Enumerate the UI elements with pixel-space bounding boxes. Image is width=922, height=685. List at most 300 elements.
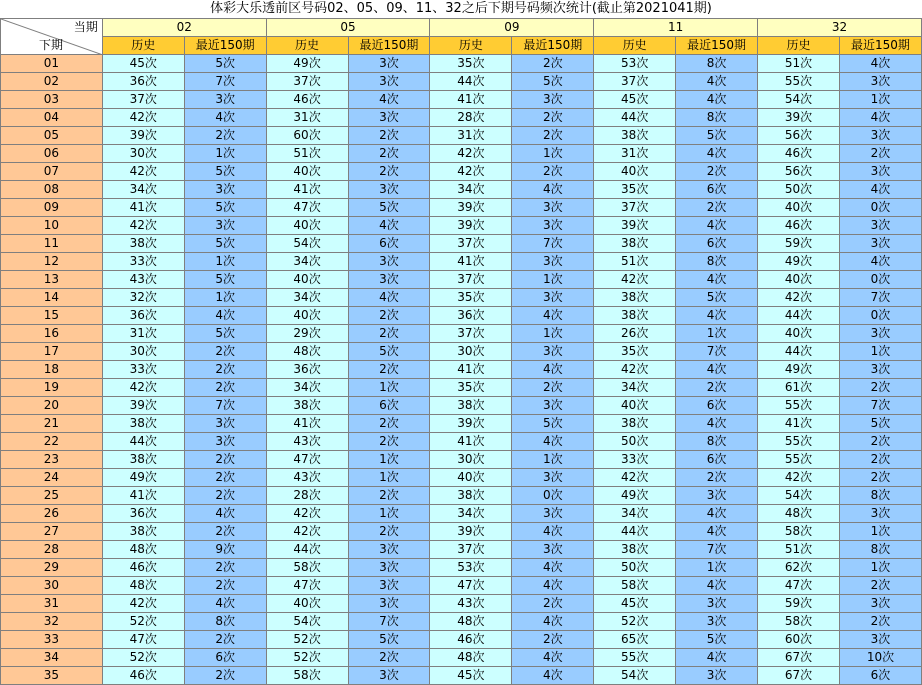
- corner-current-label: 当期: [73, 20, 98, 34]
- table-row: [1, 631, 922, 649]
- history-count-cell: 52次: [102, 649, 184, 667]
- history-count-cell: 51次: [758, 55, 840, 73]
- recent-count-cell: 3次: [512, 253, 594, 271]
- recent-count-cell: 2次: [512, 595, 594, 613]
- history-count-cell: 39次: [102, 127, 184, 145]
- row-label: 26: [1, 505, 103, 523]
- recent-count-cell: 3次: [184, 181, 266, 199]
- recent-count-cell: 5次: [676, 127, 758, 145]
- history-count-cell: 36次: [102, 307, 184, 325]
- table-row: [1, 487, 922, 505]
- history-count-cell: 46次: [102, 667, 184, 685]
- history-count-cell: 55次: [758, 397, 840, 415]
- history-count-cell: 48次: [266, 343, 348, 361]
- history-count-cell: 43次: [430, 595, 512, 613]
- subheader-row: [1, 37, 922, 55]
- recent-count-cell: 6次: [676, 397, 758, 415]
- table-row: [1, 613, 922, 631]
- table-row: [1, 577, 922, 595]
- recent-count-cell: 1次: [512, 271, 594, 289]
- row-label: 28: [1, 541, 103, 559]
- history-count-cell: 28次: [430, 109, 512, 127]
- history-count-cell: 47次: [758, 577, 840, 595]
- row-label: 11: [1, 235, 103, 253]
- recent-count-cell: 0次: [839, 199, 921, 217]
- recent-count-cell: 2次: [839, 613, 921, 631]
- recent-count-cell: 2次: [184, 487, 266, 505]
- recent-count-cell: 1次: [184, 253, 266, 271]
- history-count-cell: 61次: [758, 379, 840, 397]
- recent-count-cell: 1次: [512, 451, 594, 469]
- history-count-cell: 52次: [266, 631, 348, 649]
- table-row: [1, 397, 922, 415]
- recent-count-cell: 4次: [676, 415, 758, 433]
- recent-count-cell: 2次: [348, 127, 430, 145]
- history-count-cell: 42次: [594, 361, 676, 379]
- history-count-cell: 40次: [266, 217, 348, 235]
- recent-count-cell: 1次: [676, 559, 758, 577]
- recent-count-cell: 4次: [839, 253, 921, 271]
- recent-count-cell: 7次: [839, 289, 921, 307]
- recent-count-cell: 1次: [348, 379, 430, 397]
- recent-count-cell: 3次: [512, 91, 594, 109]
- history-count-cell: 38次: [594, 307, 676, 325]
- history-count-cell: 32次: [102, 289, 184, 307]
- history-count-cell: 62次: [758, 559, 840, 577]
- table-row: [1, 595, 922, 613]
- history-count-cell: 30次: [102, 145, 184, 163]
- recent-count-cell: 2次: [676, 163, 758, 181]
- row-label: 27: [1, 523, 103, 541]
- history-count-cell: 54次: [266, 613, 348, 631]
- recent-count-cell: 4次: [184, 595, 266, 613]
- recent-count-cell: 2次: [676, 199, 758, 217]
- recent-count-cell: 0次: [839, 307, 921, 325]
- recent-count-cell: 2次: [184, 577, 266, 595]
- history-count-cell: 56次: [758, 127, 840, 145]
- history-count-cell: 31次: [102, 325, 184, 343]
- history-count-cell: 58次: [758, 523, 840, 541]
- history-count-cell: 52次: [266, 649, 348, 667]
- history-count-cell: 46次: [102, 559, 184, 577]
- history-count-cell: 43次: [266, 433, 348, 451]
- recent-count-cell: 3次: [348, 595, 430, 613]
- table-row: [1, 289, 922, 307]
- recent-count-cell: 6次: [348, 235, 430, 253]
- history-count-cell: 36次: [102, 505, 184, 523]
- number-header: 02: [102, 19, 266, 37]
- recent-count-cell: 3次: [348, 181, 430, 199]
- history-count-cell: 67次: [758, 649, 840, 667]
- recent-count-cell: 2次: [348, 433, 430, 451]
- table-row: [1, 73, 922, 91]
- history-count-cell: 46次: [758, 217, 840, 235]
- history-count-cell: 54次: [266, 235, 348, 253]
- table-row: [1, 127, 922, 145]
- recent-count-cell: 4次: [512, 181, 594, 199]
- recent-count-cell: 8次: [676, 55, 758, 73]
- recent-count-cell: 4次: [676, 271, 758, 289]
- recent-count-cell: 2次: [348, 415, 430, 433]
- history-count-cell: 33次: [102, 361, 184, 379]
- recent-count-cell: 3次: [348, 559, 430, 577]
- table-row: [1, 91, 922, 109]
- history-count-cell: 34次: [594, 379, 676, 397]
- history-count-cell: 37次: [430, 235, 512, 253]
- recent-count-cell: 0次: [512, 487, 594, 505]
- history-count-cell: 40次: [430, 469, 512, 487]
- recent-count-cell: 1次: [184, 289, 266, 307]
- recent-count-cell: 3次: [676, 487, 758, 505]
- table-row: [1, 307, 922, 325]
- history-count-cell: 42次: [102, 595, 184, 613]
- history-count-cell: 65次: [594, 631, 676, 649]
- table-row: [1, 271, 922, 289]
- recent-count-cell: 8次: [676, 253, 758, 271]
- row-label: 06: [1, 145, 103, 163]
- recent-count-cell: 4次: [184, 307, 266, 325]
- history-count-cell: 49次: [758, 361, 840, 379]
- history-count-cell: 54次: [594, 667, 676, 685]
- history-count-cell: 29次: [266, 325, 348, 343]
- row-label: 14: [1, 289, 103, 307]
- recent-count-cell: 4次: [184, 505, 266, 523]
- recent-count-cell: 6次: [676, 235, 758, 253]
- recent-count-cell: 4次: [676, 523, 758, 541]
- recent-count-cell: 2次: [184, 667, 266, 685]
- history-count-cell: 35次: [594, 343, 676, 361]
- row-label: 09: [1, 199, 103, 217]
- recent-count-cell: 5次: [512, 415, 594, 433]
- recent-count-cell: 2次: [512, 379, 594, 397]
- history-count-cell: 48次: [102, 577, 184, 595]
- history-count-cell: 42次: [430, 145, 512, 163]
- frequency-table: [0, 18, 922, 685]
- recent-count-cell: 3次: [676, 667, 758, 685]
- history-count-cell: 38次: [430, 397, 512, 415]
- recent-header: 最近150期: [839, 37, 921, 55]
- history-count-cell: 42次: [758, 469, 840, 487]
- recent-count-cell: 3次: [839, 235, 921, 253]
- history-count-cell: 41次: [758, 415, 840, 433]
- recent-count-cell: 9次: [184, 541, 266, 559]
- row-label: 12: [1, 253, 103, 271]
- history-count-cell: 48次: [758, 505, 840, 523]
- recent-count-cell: 3次: [348, 541, 430, 559]
- recent-count-cell: 4次: [512, 307, 594, 325]
- history-count-cell: 67次: [758, 667, 840, 685]
- recent-header: 最近150期: [512, 37, 594, 55]
- history-count-cell: 38次: [594, 127, 676, 145]
- recent-count-cell: 2次: [184, 343, 266, 361]
- recent-count-cell: 2次: [184, 469, 266, 487]
- history-count-cell: 38次: [102, 415, 184, 433]
- recent-count-cell: 2次: [512, 631, 594, 649]
- recent-count-cell: 4次: [512, 433, 594, 451]
- table-row: [1, 469, 922, 487]
- recent-count-cell: 4次: [676, 649, 758, 667]
- history-count-cell: 31次: [430, 127, 512, 145]
- history-count-cell: 43次: [102, 271, 184, 289]
- recent-count-cell: 5次: [348, 631, 430, 649]
- history-count-cell: 47次: [266, 199, 348, 217]
- history-count-cell: 54次: [758, 487, 840, 505]
- row-label: 32: [1, 613, 103, 631]
- recent-count-cell: 3次: [512, 541, 594, 559]
- recent-count-cell: 3次: [676, 595, 758, 613]
- recent-count-cell: 2次: [348, 145, 430, 163]
- recent-count-cell: 1次: [184, 145, 266, 163]
- recent-count-cell: 2次: [348, 361, 430, 379]
- row-label: 33: [1, 631, 103, 649]
- recent-count-cell: 4次: [839, 109, 921, 127]
- history-count-cell: 55次: [758, 433, 840, 451]
- table-row: [1, 163, 922, 181]
- row-label: 05: [1, 127, 103, 145]
- recent-count-cell: 7次: [676, 343, 758, 361]
- row-label: 10: [1, 217, 103, 235]
- row-label: 17: [1, 343, 103, 361]
- row-label: 08: [1, 181, 103, 199]
- table-row: [1, 505, 922, 523]
- recent-count-cell: 3次: [348, 109, 430, 127]
- recent-header: 最近150期: [348, 37, 430, 55]
- recent-count-cell: 7次: [348, 613, 430, 631]
- table-row: [1, 253, 922, 271]
- history-count-cell: 44次: [266, 541, 348, 559]
- history-count-cell: 43次: [266, 469, 348, 487]
- history-count-cell: 42次: [102, 379, 184, 397]
- recent-count-cell: 2次: [348, 307, 430, 325]
- history-count-cell: 46次: [430, 631, 512, 649]
- row-label: 24: [1, 469, 103, 487]
- history-count-cell: 60次: [758, 631, 840, 649]
- recent-count-cell: 3次: [184, 217, 266, 235]
- history-count-cell: 37次: [594, 73, 676, 91]
- history-count-cell: 40次: [758, 199, 840, 217]
- recent-count-cell: 4次: [512, 577, 594, 595]
- recent-count-cell: 2次: [676, 379, 758, 397]
- row-label: 04: [1, 109, 103, 127]
- recent-count-cell: 8次: [676, 433, 758, 451]
- recent-count-cell: 2次: [184, 451, 266, 469]
- history-count-cell: 40次: [266, 163, 348, 181]
- history-count-cell: 50次: [594, 559, 676, 577]
- history-count-cell: 45次: [430, 667, 512, 685]
- history-count-cell: 46次: [266, 91, 348, 109]
- history-count-cell: 41次: [430, 361, 512, 379]
- recent-count-cell: 3次: [839, 505, 921, 523]
- recent-count-cell: 4次: [512, 667, 594, 685]
- recent-count-cell: 3次: [839, 595, 921, 613]
- row-label: 31: [1, 595, 103, 613]
- recent-count-cell: 3次: [839, 217, 921, 235]
- history-count-cell: 34次: [266, 253, 348, 271]
- history-count-cell: 38次: [594, 235, 676, 253]
- history-count-cell: 41次: [102, 487, 184, 505]
- row-label: 25: [1, 487, 103, 505]
- history-count-cell: 41次: [430, 253, 512, 271]
- history-count-cell: 45次: [594, 91, 676, 109]
- history-count-cell: 40次: [594, 163, 676, 181]
- history-count-cell: 33次: [102, 253, 184, 271]
- recent-count-cell: 2次: [184, 361, 266, 379]
- history-count-cell: 40次: [266, 271, 348, 289]
- recent-count-cell: 7次: [184, 397, 266, 415]
- history-count-cell: 39次: [102, 397, 184, 415]
- row-label: 19: [1, 379, 103, 397]
- recent-count-cell: 4次: [512, 649, 594, 667]
- history-count-cell: 42次: [102, 163, 184, 181]
- history-count-cell: 30次: [430, 343, 512, 361]
- history-count-cell: 51次: [594, 253, 676, 271]
- history-count-cell: 40次: [758, 271, 840, 289]
- table-row: [1, 541, 922, 559]
- recent-count-cell: 3次: [348, 271, 430, 289]
- recent-count-cell: 3次: [512, 217, 594, 235]
- history-count-cell: 42次: [266, 505, 348, 523]
- recent-count-cell: 2次: [184, 559, 266, 577]
- recent-count-cell: 2次: [512, 127, 594, 145]
- history-count-cell: 50次: [594, 433, 676, 451]
- history-count-cell: 36次: [102, 73, 184, 91]
- history-count-cell: 35次: [430, 55, 512, 73]
- recent-count-cell: 2次: [839, 433, 921, 451]
- recent-count-cell: 1次: [839, 559, 921, 577]
- history-count-cell: 58次: [266, 559, 348, 577]
- history-header: 历史: [594, 37, 676, 55]
- row-label: 13: [1, 271, 103, 289]
- history-count-cell: 47次: [430, 577, 512, 595]
- recent-count-cell: 2次: [839, 577, 921, 595]
- history-count-cell: 42次: [102, 217, 184, 235]
- history-count-cell: 35次: [430, 289, 512, 307]
- recent-count-cell: 3次: [676, 613, 758, 631]
- recent-count-cell: 3次: [348, 55, 430, 73]
- row-label: 16: [1, 325, 103, 343]
- recent-count-cell: 2次: [184, 127, 266, 145]
- recent-count-cell: 7次: [839, 397, 921, 415]
- recent-count-cell: 5次: [184, 199, 266, 217]
- table-row: [1, 379, 922, 397]
- table-row: [1, 343, 922, 361]
- history-count-cell: 37次: [430, 325, 512, 343]
- history-count-cell: 34次: [266, 379, 348, 397]
- row-label: 35: [1, 667, 103, 685]
- table-row: [1, 433, 922, 451]
- history-count-cell: 38次: [594, 289, 676, 307]
- recent-count-cell: 10次: [839, 649, 921, 667]
- table-row: [1, 649, 922, 667]
- table-row: [1, 667, 922, 685]
- recent-count-cell: 2次: [184, 631, 266, 649]
- number-header: 11: [594, 19, 758, 37]
- history-header: 历史: [430, 37, 512, 55]
- recent-count-cell: 6次: [348, 397, 430, 415]
- history-header: 历史: [266, 37, 348, 55]
- history-count-cell: 56次: [758, 163, 840, 181]
- table-row: [1, 55, 922, 73]
- history-count-cell: 55次: [758, 73, 840, 91]
- recent-count-cell: 3次: [184, 91, 266, 109]
- recent-count-cell: 6次: [839, 667, 921, 685]
- number-header: 09: [430, 19, 594, 37]
- history-count-cell: 37次: [430, 271, 512, 289]
- history-count-cell: 34次: [102, 181, 184, 199]
- history-count-cell: 48次: [430, 613, 512, 631]
- history-count-cell: 33次: [594, 451, 676, 469]
- table-row: [1, 145, 922, 163]
- table-row: [1, 523, 922, 541]
- recent-count-cell: 8次: [839, 541, 921, 559]
- recent-count-cell: 2次: [512, 163, 594, 181]
- recent-count-cell: 1次: [348, 451, 430, 469]
- recent-count-cell: 4次: [348, 217, 430, 235]
- recent-count-cell: 4次: [676, 307, 758, 325]
- recent-count-cell: 4次: [839, 55, 921, 73]
- recent-count-cell: 2次: [512, 55, 594, 73]
- history-count-cell: 49次: [758, 253, 840, 271]
- recent-count-cell: 7次: [512, 235, 594, 253]
- history-count-cell: 49次: [102, 469, 184, 487]
- recent-count-cell: 4次: [184, 109, 266, 127]
- recent-count-cell: 1次: [839, 343, 921, 361]
- history-count-cell: 39次: [430, 217, 512, 235]
- row-label: 22: [1, 433, 103, 451]
- recent-count-cell: 2次: [839, 451, 921, 469]
- recent-count-cell: 4次: [348, 91, 430, 109]
- history-count-cell: 37次: [266, 73, 348, 91]
- recent-count-cell: 3次: [184, 433, 266, 451]
- recent-count-cell: 4次: [676, 577, 758, 595]
- row-label: 02: [1, 73, 103, 91]
- table-row: [1, 325, 922, 343]
- table-row: [1, 415, 922, 433]
- history-count-cell: 41次: [430, 91, 512, 109]
- recent-count-cell: 4次: [676, 73, 758, 91]
- history-count-cell: 45次: [594, 595, 676, 613]
- recent-count-cell: 3次: [512, 469, 594, 487]
- history-count-cell: 42次: [594, 271, 676, 289]
- recent-count-cell: 3次: [512, 289, 594, 307]
- history-count-cell: 44次: [758, 307, 840, 325]
- recent-count-cell: 5次: [184, 325, 266, 343]
- recent-count-cell: 3次: [348, 73, 430, 91]
- history-count-cell: 53次: [430, 559, 512, 577]
- recent-count-cell: 0次: [839, 271, 921, 289]
- history-count-cell: 42次: [266, 523, 348, 541]
- number-header-row: [1, 19, 922, 37]
- recent-count-cell: 2次: [839, 379, 921, 397]
- table-row: [1, 559, 922, 577]
- recent-count-cell: 1次: [676, 325, 758, 343]
- row-label: 03: [1, 91, 103, 109]
- recent-count-cell: 2次: [676, 469, 758, 487]
- history-count-cell: 34次: [266, 289, 348, 307]
- recent-count-cell: 8次: [839, 487, 921, 505]
- recent-count-cell: 2次: [348, 325, 430, 343]
- history-count-cell: 44次: [758, 343, 840, 361]
- recent-count-cell: 5次: [184, 163, 266, 181]
- history-count-cell: 36次: [266, 361, 348, 379]
- recent-count-cell: 4次: [348, 289, 430, 307]
- table-row: [1, 451, 922, 469]
- recent-count-cell: 6次: [184, 649, 266, 667]
- history-count-cell: 34次: [594, 505, 676, 523]
- recent-count-cell: 2次: [184, 523, 266, 541]
- history-count-cell: 58次: [758, 613, 840, 631]
- row-label: 15: [1, 307, 103, 325]
